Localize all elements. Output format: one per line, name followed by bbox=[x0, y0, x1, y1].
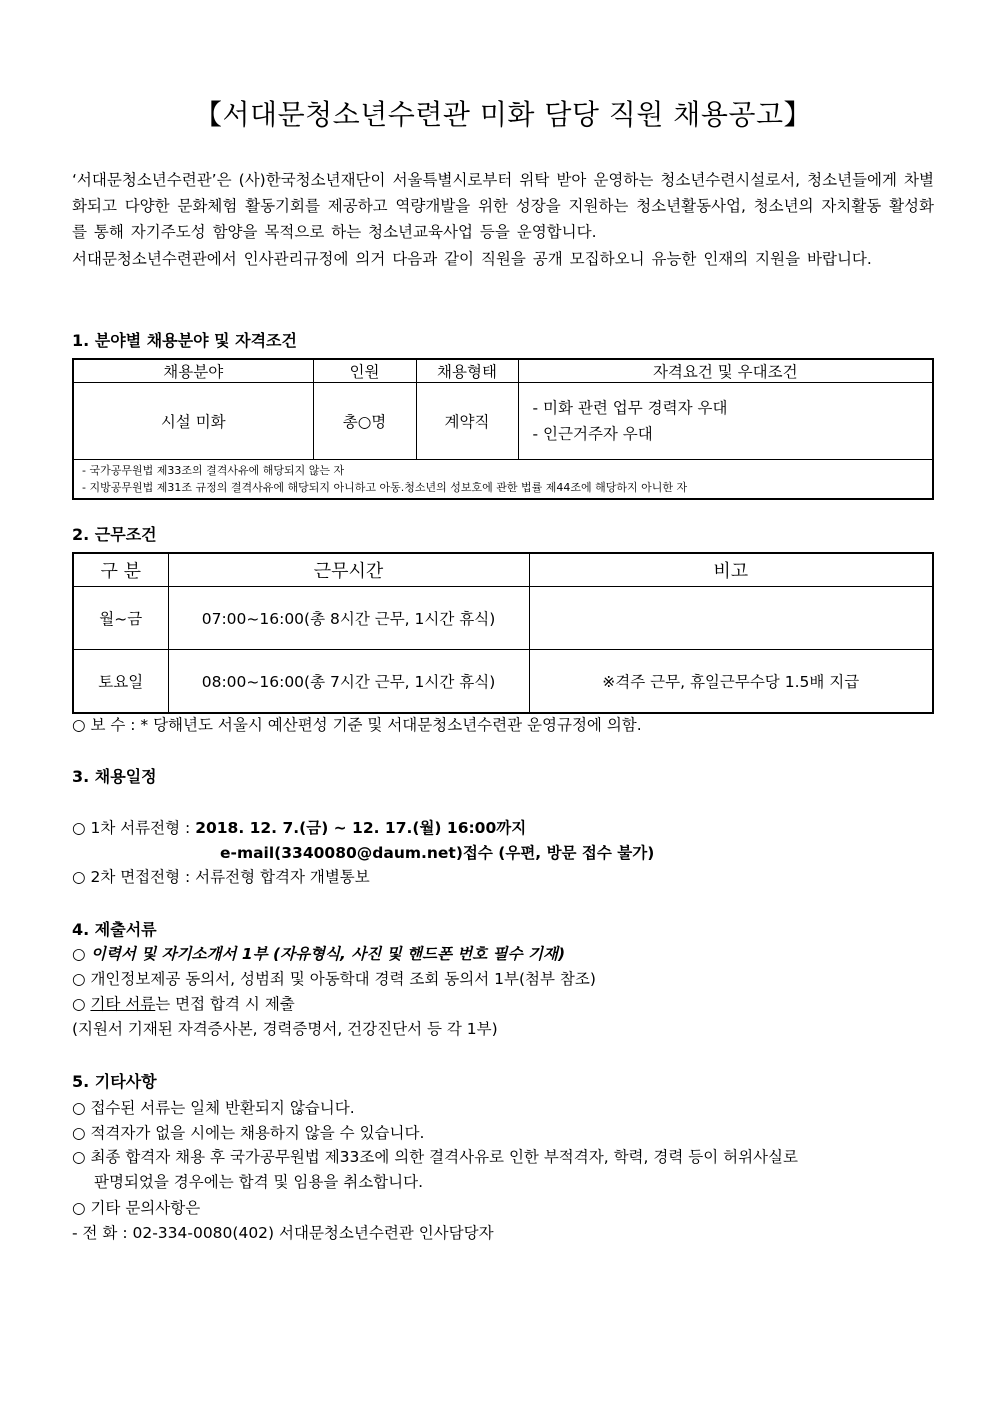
section1-heading: 1. 분야별 채용분야 및 자격조건 bbox=[72, 331, 297, 350]
step1-date: 2018. 12. 7.(금) ~ 12. 17.(월) 16:00까지 bbox=[195, 819, 527, 837]
section2-heading: 2. 근무조건 bbox=[72, 525, 157, 544]
intro-text-2: 서대문청소년수련관에서 인사관리규정에 의거 다음과 같이 직원을 공개 모집하오니 유능한 인재의 지원을 바랍니다. bbox=[72, 249, 872, 268]
requirement-2: - 인근거주자 우대 bbox=[532, 425, 653, 443]
note-2: - 지방공무원법 제31조 규정의 결격사유에 해당되지 아니하고 아동.청소년의 성보호에 관한 법률 제44조에 해당하지 아니한 자 bbox=[82, 481, 688, 494]
section4-heading: 4. 제출서류 bbox=[72, 920, 157, 939]
recruit-table bbox=[72, 358, 934, 500]
step1-label: ○ 1차 서류전형 : bbox=[72, 819, 196, 837]
item3-underlined: 기타 서류 bbox=[90, 995, 156, 1013]
day-cell: 월~금 bbox=[73, 587, 168, 650]
schedule-step2: ○ 2차 면접전형 : 서류전형 합격자 개별통보 bbox=[72, 868, 370, 886]
section3-heading: 3. 채용일정 bbox=[72, 767, 157, 786]
day-cell: 토요일 bbox=[73, 650, 168, 714]
work-table-header bbox=[73, 553, 933, 587]
type-cell: 계약직 bbox=[416, 383, 518, 460]
work-conditions-table bbox=[72, 552, 934, 714]
hours-cell: 08:00~16:00(총 7시간 근무, 1시간 휴식) bbox=[168, 650, 529, 714]
remarks-cell bbox=[529, 587, 933, 650]
header-hours: 근무시간 bbox=[168, 553, 529, 587]
header-remarks: 비고 bbox=[529, 553, 933, 587]
item3-prefix: ○ bbox=[72, 995, 91, 1013]
header-requirements: 자격요건 및 우대조건 bbox=[518, 359, 933, 383]
etc-item-2: ○ 적격자가 없을 시에는 채용하지 않을 수 있습니다. bbox=[72, 1124, 425, 1142]
notes-cell bbox=[73, 460, 933, 500]
schedule-step1 bbox=[72, 816, 526, 838]
etc-item-4: ○ 기타 문의사항은 bbox=[72, 1199, 201, 1217]
pay-line: ○ 보 수 : * 당해년도 서울시 예산편성 기준 및 서대문청소년수련관 운영규정에 의함. bbox=[72, 716, 642, 734]
header-category: 구 분 bbox=[73, 553, 168, 587]
count-cell: 총○명 bbox=[313, 383, 416, 460]
etc-item-3a: ○ 최종 합격자 채용 후 국가공무원법 제33조에 의한 결격사유로 인한 부적격자, 학력, 경력 등이 허위사실로 bbox=[72, 1148, 798, 1166]
step1-email: e-mail(3340080@daum.net)접수 (우편, 방문 접수 불가) bbox=[220, 844, 655, 862]
requirement-1: - 미화 관련 업무 경력자 우대 bbox=[532, 399, 728, 417]
documents-item-3 bbox=[72, 992, 295, 1014]
documents-item-2: ○ 개인정보제공 동의서, 성범죄 및 아동학대 경력 조회 동의서 1부(첨부 참조) bbox=[72, 970, 596, 988]
table-row bbox=[73, 650, 933, 714]
item3-suffix: 는 면접 합격 시 제출 bbox=[155, 995, 295, 1013]
header-field: 채용분야 bbox=[73, 359, 313, 383]
contact-phone: - 전 화 : 02-334-0080(402) 서대문청소년수련관 인사담당자 bbox=[72, 1224, 494, 1242]
table-row bbox=[73, 587, 933, 650]
section5-heading: 5. 기타사항 bbox=[72, 1072, 157, 1091]
documents-item-4: (지원서 기재된 자격증사본, 경력증명서, 건강진단서 등 각 1부) bbox=[72, 1020, 498, 1038]
hours-cell: 07:00~16:00(총 8시간 근무, 1시간 휴식) bbox=[168, 587, 529, 650]
note-1: - 국가공무원법 제33조의 결격사유에 해당되지 않는 자 bbox=[82, 464, 345, 477]
documents-item-1: ○ 이력서 및 자기소개서 1부 (자유형식, 사진 및 핸드폰 번호 필수 기재) bbox=[72, 945, 566, 963]
intro-text: ‘서대문청소년수련관’은 (사)한국청소년재단이 서울특별시로부터 위탁 받아 운영하는 청소년수련시설로서, 청소년들에게 차별화되고 다양한 문화체험 활동기회를 제공하고 역량개발을 위한 성장을 지원하는 청소년활동사업, 청소년의 자치활동 활성화를 통해 자기주도성 함양을 목적으로 하는 청소년교육사업 등을 운영합니다. bbox=[72, 171, 934, 242]
intro-paragraph bbox=[72, 167, 934, 272]
remarks-cell: ※격주 근무, 휴일근무수당 1.5배 지급 bbox=[529, 650, 933, 714]
header-type: 채용형태 bbox=[416, 359, 518, 383]
requirements-cell bbox=[518, 383, 933, 460]
recruit-table-header bbox=[73, 359, 933, 383]
field-cell: 시설 미화 bbox=[73, 383, 313, 460]
header-count: 인원 bbox=[313, 359, 416, 383]
table-row bbox=[73, 383, 933, 460]
page-title: 【서대문청소년수련관 미화 담당 직원 채용공고】 bbox=[193, 98, 813, 131]
etc-item-1: ○ 접수된 서류는 일체 반환되지 않습니다. bbox=[72, 1099, 355, 1117]
etc-item-3b: 판명되었을 경우에는 합격 및 임용을 취소합니다. bbox=[94, 1173, 424, 1191]
eligibility-notes bbox=[73, 460, 933, 500]
